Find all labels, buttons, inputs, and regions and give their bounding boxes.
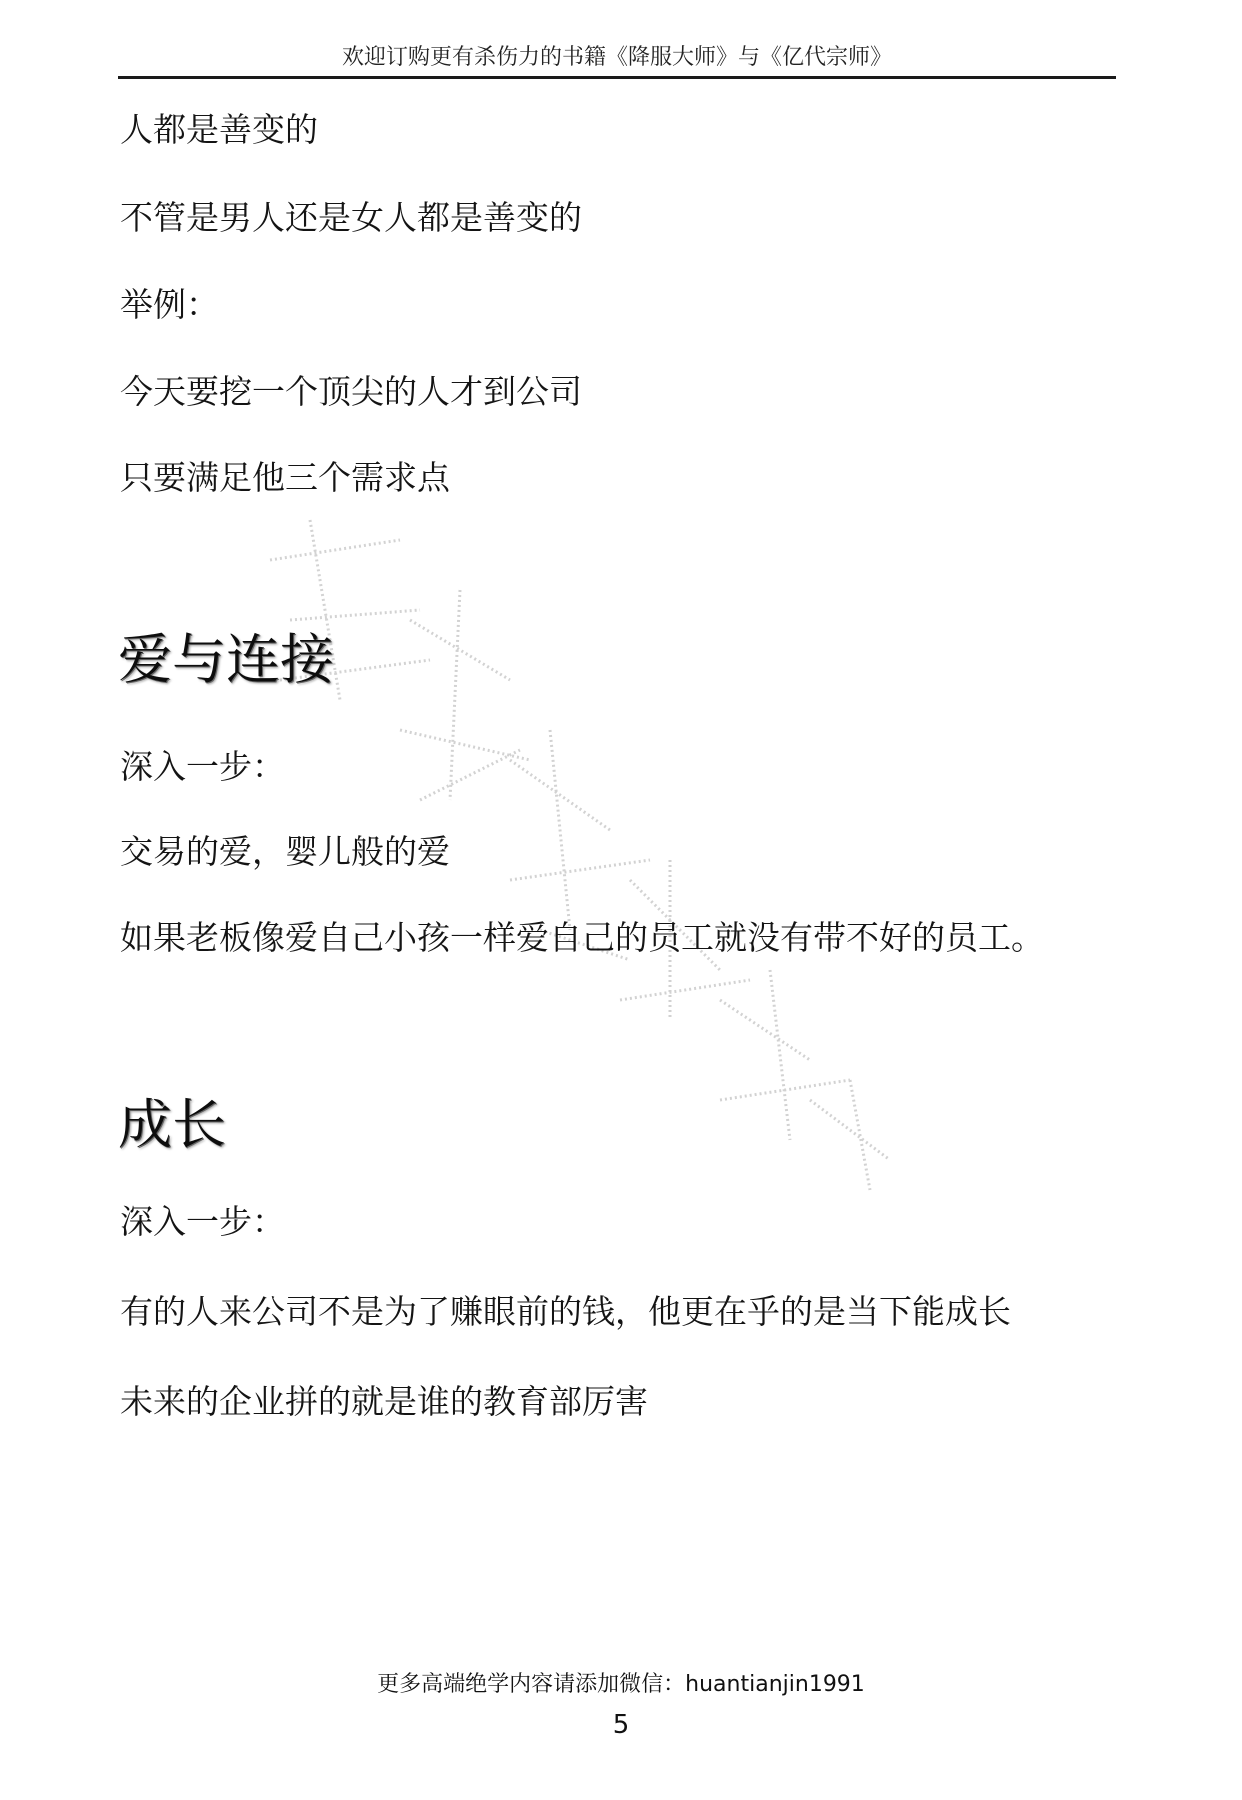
body-line: 今天要挖一个顶尖的人才到公司 <box>120 372 582 411</box>
body-line: 举例： <box>120 285 219 324</box>
body-line: 未来的企业拼的就是谁的教育部厉害 <box>120 1382 648 1421</box>
footer-note: 更多高端绝学内容请添加微信：huantianjin1991 <box>377 1672 865 1697</box>
body-line: 只要满足他三个需求点 <box>120 458 450 497</box>
header-text: 欢迎订购更有杀伤力的书籍《降服大师》与《亿代宗师》 <box>341 45 892 70</box>
body-line: 深入一步： <box>120 747 285 786</box>
page-number: 5 <box>612 1710 630 1740</box>
body-line: 如果老板像爱自己小孩一样爱自己的员工就没有带不好的员工。 <box>120 918 1044 957</box>
body-line: 有的人来公司不是为了赚眼前的钱，他更在乎的是当下能成长 <box>120 1292 1011 1331</box>
body-line: 不管是男人还是女人都是善变的 <box>120 198 582 237</box>
page-header <box>118 40 1116 79</box>
section-heading-love: 爱与连接 <box>118 628 334 691</box>
body-line: 人都是善变的 <box>120 110 318 149</box>
section-heading-growth: 成长 <box>118 1093 226 1156</box>
body-line: 交易的爱，婴儿般的爱 <box>120 832 450 871</box>
body-line: 深入一步： <box>120 1202 285 1241</box>
